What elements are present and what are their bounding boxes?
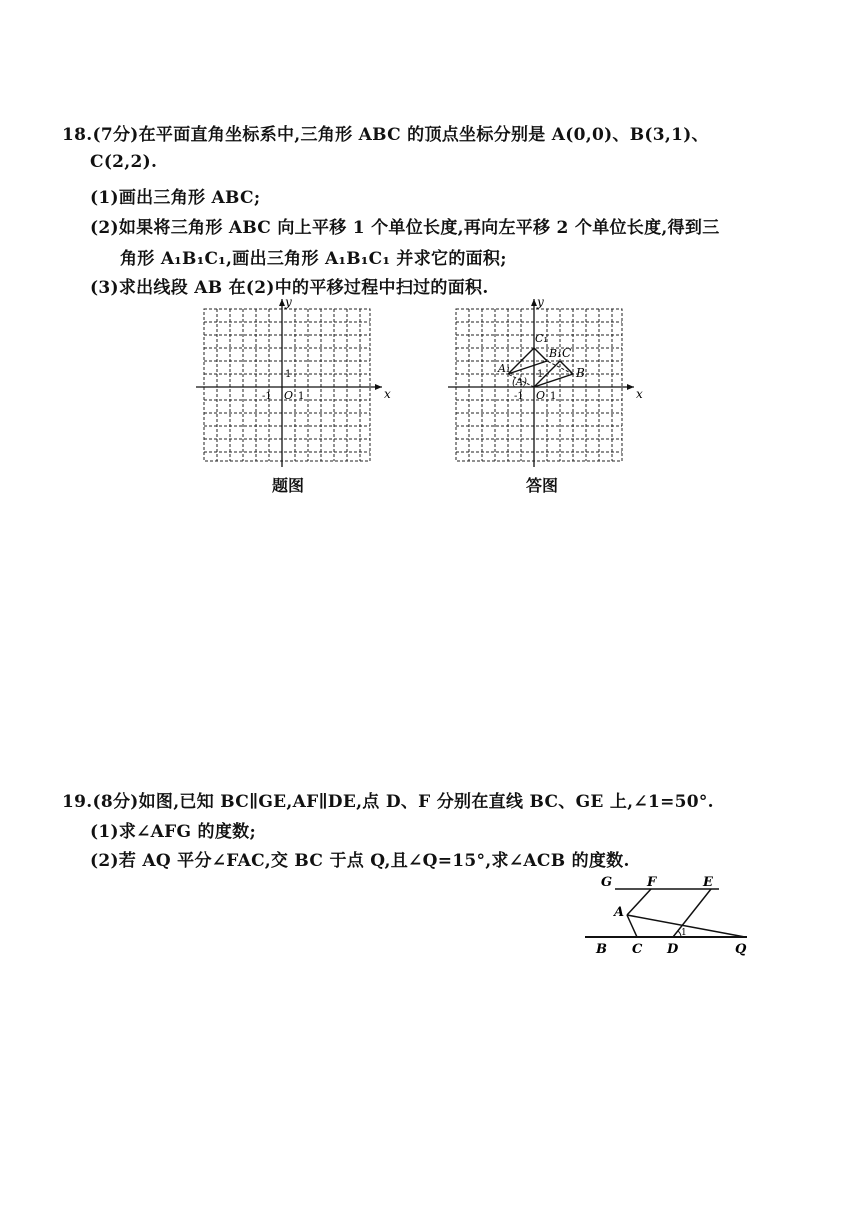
tick-x-neg1: -1 (514, 391, 524, 402)
x-axis-arrow-icon (627, 384, 634, 390)
q19-figure (585, 870, 760, 962)
x-axis-label: x (636, 387, 643, 401)
label-c: C (562, 346, 572, 360)
grid-left (204, 309, 370, 461)
label-e: E (703, 875, 713, 890)
segment-af (627, 889, 651, 915)
q19-part1: (1)求∠AFG 的度数; (90, 822, 257, 842)
q18-part3: (3)求出线段 AB 在(2)中的平移过程中扫过的面积. (90, 278, 489, 298)
translation-line-b (547, 361, 573, 374)
label-angle-1: 1 (681, 928, 687, 938)
axes-left (196, 299, 382, 467)
axes-right (448, 299, 634, 467)
label-a1: A₁ (498, 362, 511, 375)
y-axis-label: y (537, 295, 544, 309)
label-c1: C₁ (535, 332, 548, 345)
tick-y-1: 1 (537, 369, 544, 380)
q18-part1: (1)画出三角形 ABC; (90, 188, 261, 208)
q18-stem-line1: 18.(7分)在平面直角坐标系中,三角形 ABC 的顶点坐标分别是 A(0,0)、B(3,1)、 (62, 125, 709, 145)
q18-figure-right (442, 295, 652, 470)
label-b: B (596, 942, 607, 957)
label-f: F (647, 875, 657, 890)
label-d: D (667, 942, 679, 957)
tick-x-1: 1 (550, 391, 557, 402)
segment-ac (627, 915, 637, 937)
label-c: C (632, 942, 643, 957)
caption-question-figure: 题图 (272, 476, 305, 495)
tick-y-1: 1 (285, 369, 292, 380)
caption-answer-figure: 答图 (526, 476, 559, 495)
label-q: Q (735, 942, 747, 957)
tick-x-1: 1 (298, 391, 305, 402)
q19-part2: (2)若 AQ 平分∠FAC,交 BC 于点 Q,且∠Q=15°,求∠ACB 的度数. (90, 851, 630, 871)
q18-figure-left (190, 295, 400, 470)
origin-label: O (536, 389, 546, 402)
x-axis-label: x (384, 387, 391, 401)
q18-part2-line2: 角形 A₁B₁C₁,画出三角形 A₁B₁C₁ 并求它的面积; (120, 249, 507, 269)
q18-stem-line2: C(2,2). (90, 152, 158, 172)
q19-stem: 19.(8分)如图,已知 BC∥GE,AF∥DE,点 D、F 分别在直线 BC、GE 上,∠1=50°. (62, 792, 714, 812)
label-a: A (614, 905, 625, 920)
label-b: B (576, 366, 585, 380)
q18-part2-line1: (2)如果将三角形 ABC 向上平移 1 个单位长度,再向左平移 2 个单位长度,得到三 (90, 218, 720, 238)
x-axis-arrow-icon (375, 384, 382, 390)
label-b1: B₁ (549, 347, 562, 360)
label-a-paren: (A) (512, 377, 528, 388)
tick-x-neg1: -1 (262, 391, 272, 402)
origin-label: O (284, 389, 294, 402)
label-g: G (601, 875, 613, 890)
y-axis-label: y (285, 295, 292, 309)
